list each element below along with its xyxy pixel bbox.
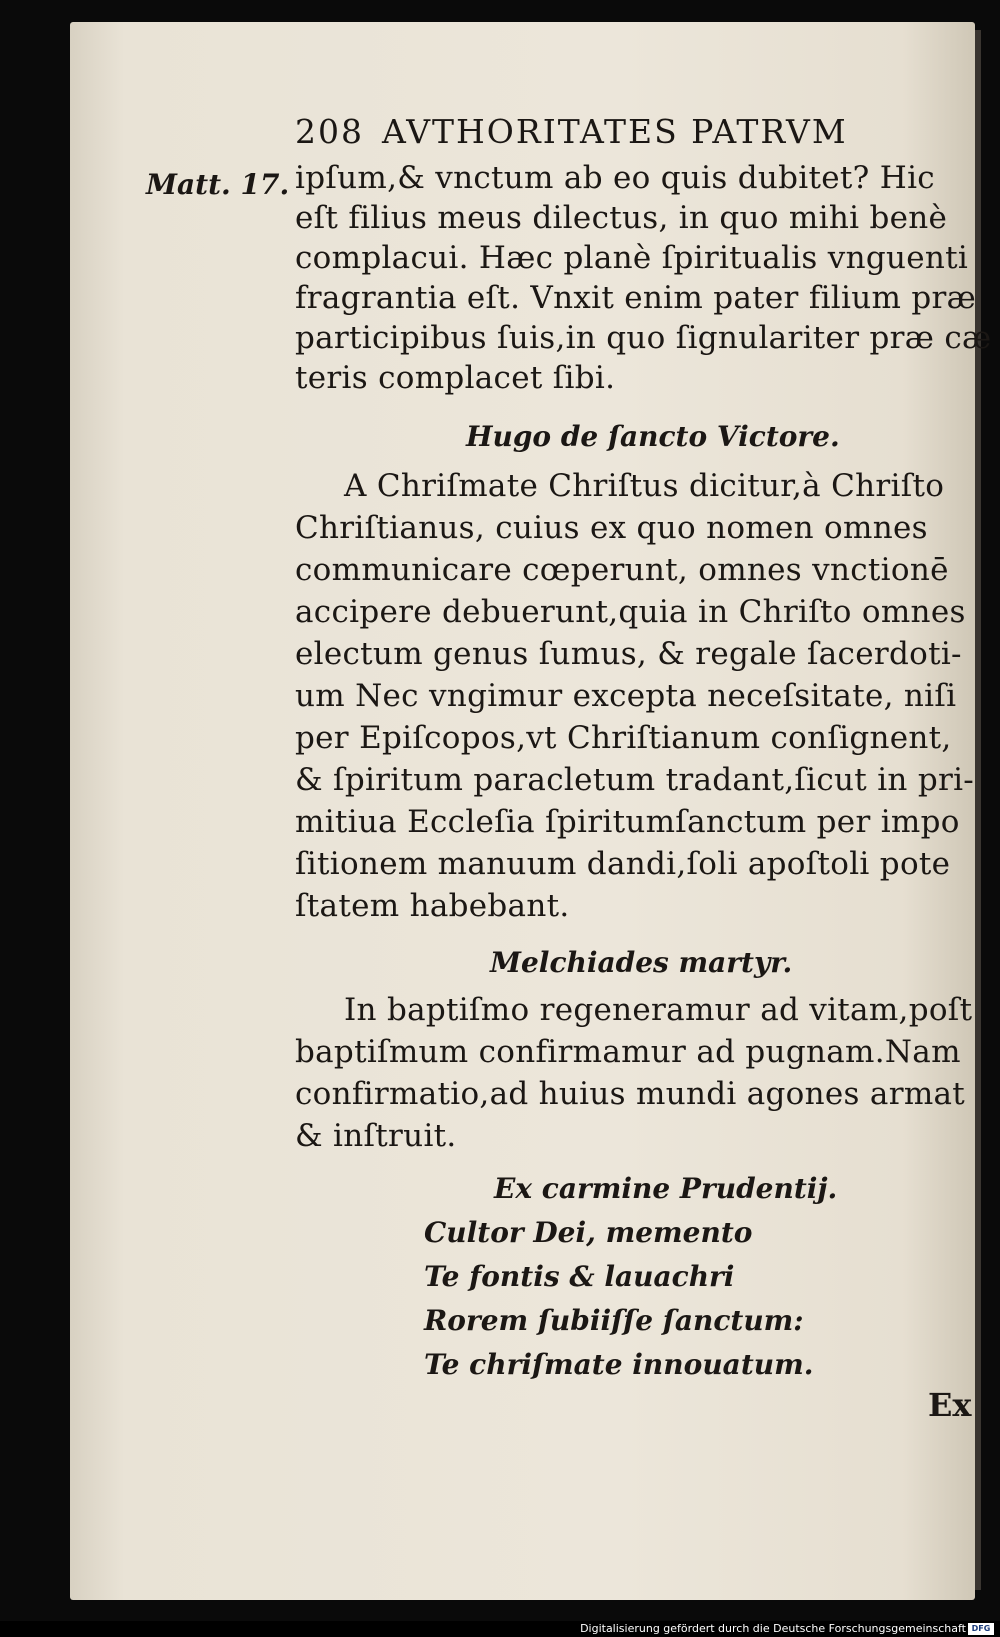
text-line: Chriſtianus, cuius ex quo nomen omnes	[295, 510, 928, 546]
text-line: ſtatem habebant.	[295, 888, 570, 924]
margin-note: Matt. 17.	[146, 168, 290, 201]
dfg-logo: DFG	[968, 1623, 994, 1635]
text-line: um Nec vngimur excepta neceſsitate, niſi	[295, 678, 957, 714]
running-title: AVTHORITATES PATRVM	[382, 112, 848, 151]
text-line: teris complacet ſibi.	[295, 360, 616, 396]
text-line: participibus ſuis,in quo ſignulariter præ cæ	[295, 320, 992, 356]
text-line: A Chriſmate Chriſtus dicitur,à Chriſto	[344, 468, 945, 504]
text-line: confirmatio,ad huius mundi agones armat	[295, 1076, 966, 1112]
section-heading-prudentius: Ex carmine Prudentij.	[494, 1172, 838, 1205]
text-line: ſitionem manuum dandi,ſoli apoſtoli pote	[295, 846, 951, 882]
section-heading-melchiades: Melchiades martyr.	[490, 946, 793, 979]
digitization-credit: Digitalisierung gefördert durch die Deutsche Forschungsgemeinschaft	[580, 1622, 966, 1635]
running-head	[295, 112, 848, 151]
text-line: baptiſmum confirmamur ad pugnam.Nam	[295, 1034, 961, 1070]
text-line: communicare cœperunt, omnes vnctionē	[295, 552, 949, 588]
section-heading-hugo: Hugo de ſancto Victore.	[466, 420, 840, 453]
catchword: Ex	[928, 1386, 972, 1424]
text-line: & inſtruit.	[295, 1118, 457, 1154]
text-line: accipere debuerunt,quia in Chriſto omnes	[295, 594, 966, 630]
page-edge	[975, 30, 981, 1590]
verse-line: Cultor Dei, memento	[424, 1216, 753, 1249]
text-line: ipſum,& vnctum ab eo quis dubitet? Hic	[295, 160, 935, 196]
text-line: complacui. Hæc planè ſpiritualis vnguenti	[295, 240, 969, 276]
text-line: In baptiſmo regeneramur ad vitam,poſt	[344, 992, 973, 1028]
text-line: per Epiſcopos,vt Chriſtianum conſignent,	[295, 720, 952, 756]
verse-line: Te chriſmate innouatum.	[424, 1348, 814, 1381]
page-number: 208	[295, 112, 364, 151]
text-line: eſt filius meus dilectus, in quo mihi benè	[295, 200, 948, 236]
text-line: electum genus ſumus, & regale ſacerdoti-	[295, 636, 962, 672]
verse-line: Rorem ſubiiſſe ſanctum:	[424, 1304, 804, 1337]
verse-line: Te fontis & lauachri	[424, 1260, 735, 1293]
text-line: fragrantia eſt. Vnxit enim pater filium præ	[295, 280, 977, 316]
text-line: & ſpiritum paracletum tradant,ſicut in pri-	[295, 762, 975, 798]
text-line: mitiua Eccleſia ſpiritumſanctum per impo	[295, 804, 960, 840]
